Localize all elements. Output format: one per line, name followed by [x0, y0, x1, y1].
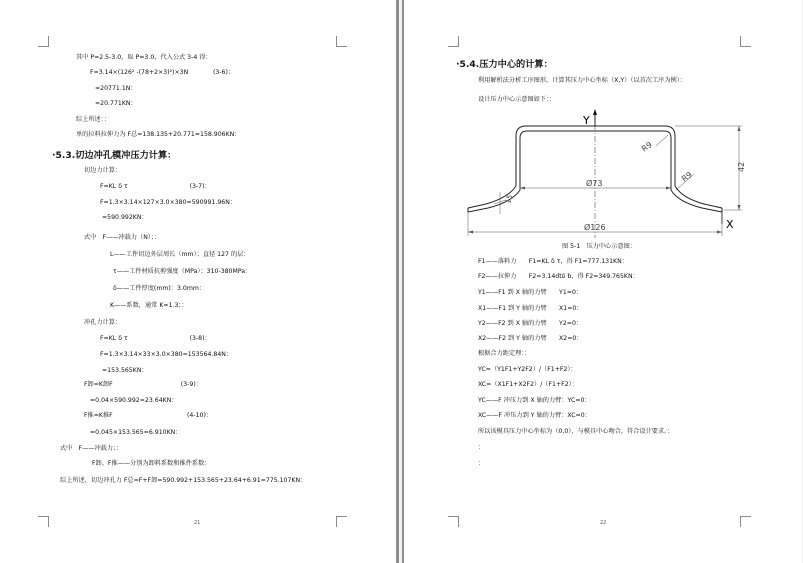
text-line: 切边力计算： — [84, 167, 122, 174]
text-line: F卸、F推——分别为卸料系数和推件系数： — [92, 460, 211, 467]
arrow-head-icon — [738, 126, 741, 131]
formula-line: F=1.3×3.14×33×3.0×380=153564.84N： — [100, 351, 233, 358]
text-line: X1——F1 到 Y 轴的力臂 X1=0： — [478, 305, 583, 312]
figure-caption: 图 5-1 压力中心示意图： — [562, 243, 636, 250]
crop-mark — [38, 36, 49, 47]
text-line: YC——F 冲压力到 X 轴的力臂：YC=0： — [478, 397, 591, 404]
document-page-left — [0, 0, 396, 563]
height-label-42: 42 — [737, 161, 746, 172]
section-heading: ·5.3.切边冲孔模冲压力计算： — [52, 150, 177, 161]
text-line: τ——工件材质抗剪强度（MPa）；310-380MPa： — [113, 268, 252, 275]
diameter-label-126: Ø126 — [584, 223, 606, 232]
crop-mark — [448, 516, 459, 527]
formula-line: =590.992KN： — [102, 214, 148, 221]
radius-label-top: R9 — [639, 140, 654, 154]
text-line: K——系数，通常 K=1.3；： — [110, 302, 188, 309]
crop-mark — [448, 36, 459, 47]
text-line: L——工件切边外层周长（mm）；直径 127 的层： — [110, 251, 250, 258]
radius-label-side: R9 — [679, 170, 694, 184]
text-line: F2——拉伸力 F2=3.14dtδ b，得 F2=349.765KN： — [478, 273, 639, 280]
crop-mark — [336, 36, 347, 47]
x-axis-label: X — [726, 218, 734, 231]
empty-line: ： — [478, 444, 485, 451]
formula-line: =0.04×590.992=23.64KN： — [90, 397, 178, 404]
text-line: 利用解析法分析工序图形，计算其压力中心坐标（X,Y）（以首次工序为例）： — [478, 77, 686, 84]
text-line: F1——落料力 F1=KL δ τ，得 F1=777.131KN： — [478, 258, 628, 265]
text-line: δ——工件厚度(mm)：3.0mm： — [113, 285, 206, 292]
crop-mark — [740, 516, 751, 527]
arrow-head-icon — [468, 231, 473, 234]
arrow-head-icon — [738, 205, 741, 210]
page-number: 21 — [194, 520, 201, 526]
formula-line: F=KL δ τ (3-8)： — [100, 335, 211, 342]
formula-line: ≈20.771KN： — [95, 100, 137, 107]
page-number: 22 — [600, 520, 607, 526]
section-heading: ·5.4.压力中心的计算： — [456, 59, 553, 70]
text-line: 式中 F——冲载力（N）；： — [84, 234, 161, 241]
formula-line: XC=（X1F1+X2F2）/（F1+F2）： — [478, 381, 578, 388]
crop-mark — [740, 36, 751, 47]
text-line: Y2——F2 到 X 轴的力臂 Y2=0： — [478, 320, 583, 327]
text-line: XC——F 冲压力到 Y 轴的力臂：XC=0： — [478, 412, 591, 419]
pressure-center-figure — [458, 106, 758, 246]
formula-line: F=3.14×(126² -(78+2×3)²)×3N (3-6)： — [90, 69, 235, 76]
document-page-right — [404, 0, 802, 563]
text-line: 其中 P=2.5-3.0，取 P=3.0，代入公式 3-4 得： — [76, 54, 212, 61]
y-axis-label: Y — [583, 114, 590, 127]
empty-line: ： — [478, 460, 485, 467]
formula-line: F=KL δ τ (3-7)： — [100, 183, 211, 190]
text-line: 综上所述，切边冲孔力 F总=F+F卸=590.992+153.565+23.64+6.91=775.107KN： — [60, 477, 307, 484]
text-line: 冲孔力计算： — [84, 319, 122, 326]
arrow-head-icon — [593, 109, 597, 115]
formula-line: =153.565KN： — [102, 367, 148, 374]
text-line: Y1——F1 到 X 轴的力臂 Y1=0： — [478, 289, 583, 296]
text-line: X2——F2 到 Y 轴的力臂 X2=0： — [478, 335, 583, 342]
formula-line: YC=（Y1F1+Y2F2）/（F1+F2）： — [478, 366, 577, 373]
diameter-label-73: Ø73 — [586, 179, 603, 188]
crop-mark — [38, 516, 49, 527]
formula-line: =20771.1N： — [95, 85, 137, 92]
formula-line: F卸=K卸F (3-9)： — [84, 381, 202, 388]
formula-line: F=1.3×3.14×127×3.0×380=590991.96N： — [100, 199, 237, 206]
formula-line: F推=K推F (4-10)： — [84, 412, 213, 419]
text-line: 根据合力距定理：： — [478, 350, 531, 357]
text-line: 综上所述：： — [76, 116, 111, 123]
dimension-label-15: 15 — [504, 193, 515, 205]
page-gap — [399, 0, 402, 563]
text-line: 单的拉料拉伸力为 F总=138.135+20.771=158.906KN： — [76, 131, 241, 138]
arrow-head-icon — [666, 187, 671, 190]
arrow-head-icon — [520, 187, 525, 190]
text-line: 设计压力中心示意图如下：： — [478, 96, 556, 103]
text-line: 式中 F——冲载力；： — [60, 445, 123, 452]
crop-mark — [336, 516, 347, 527]
leader-line — [656, 135, 668, 146]
arrow-head-icon — [717, 231, 722, 234]
formula-line: =0.045×153.565=6.910KN： — [90, 429, 182, 436]
text-line: 所以该模具压力中心坐标为（0,0），与模具中心吻合，符合设计要求。： — [478, 428, 674, 435]
